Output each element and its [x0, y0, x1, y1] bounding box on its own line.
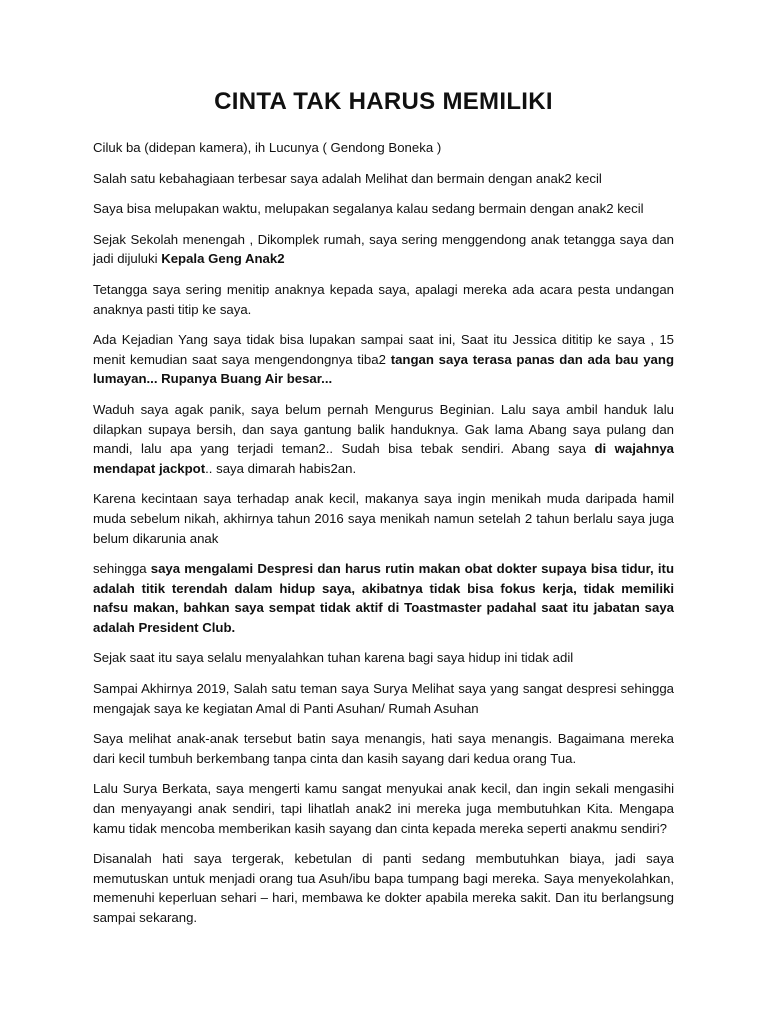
- paragraph-text: Ciluk ba (didepan kamera), ih Lucunya ( Gendong Boneka ): [93, 140, 442, 155]
- paragraph: [93, 169, 674, 189]
- paragraph-text: Ada Kejadian Yang saya tidak bisa lupakan sampai saat ini, Saat itu Jessica dititip ke saya , 15 menit kemudian saat saya mengendongnya tiba2: [93, 332, 674, 367]
- paragraph-text: Saya bisa melupakan waktu, melupakan segalanya kalau sedang bermain dengan anak2 kecil: [93, 201, 644, 217]
- paragraph: [93, 138, 674, 158]
- paragraph: [93, 648, 674, 668]
- paragraph-text: Tetangga saya sering menitip anaknya kepada saya, apalagi mereka ada acara pesta undangan anaknya pasti titip ke saya.: [93, 281, 674, 317]
- paragraph: [93, 729, 674, 768]
- paragraph: [93, 679, 674, 718]
- paragraph: [93, 280, 674, 319]
- bold-text: di wajahnya mendapat jackpot: [93, 441, 674, 476]
- bold-text: Kepala Geng Anak2: [161, 251, 285, 267]
- paragraph-text: sehingga: [93, 561, 151, 577]
- paragraph: [93, 849, 674, 927]
- paragraph-text: Salah satu kebahagiaan terbesar saya adalah Melihat dan bermain dengan anak2 kecil: [93, 170, 602, 186]
- paragraph-text: Waduh saya agak panik, saya belum pernah Mengurus Beginian. Lalu saya ambil handuk lalu dilapkan supaya bersih, dan saya gantung balik handuknya. Gak lama Abang saya pulang dan mandi, lalu apa yang terjadi teman2.. Sudah bisa tebak sendiri. Abang saya: [93, 401, 674, 457]
- document-body: [93, 138, 674, 928]
- paragraph-text: Lalu Surya Berkata, saya mengerti kamu sangat menyukai anak kecil, dan ingin sekali mengasihi dan menyayangi anak sendiri, tapi lihatlah anak2 ini mereka juga membutuhkan Kita. Mengapa kamu tidak mencoba memberikan kasih sayang dan cinta kepada mereka seperti anakmu sendiri?: [93, 781, 674, 836]
- paragraph: [93, 779, 674, 838]
- bold-text: tangan saya terasa panas dan ada bau yang lumayan... Rupanya Buang Air besar...: [93, 351, 674, 387]
- paragraph: [93, 330, 674, 389]
- paragraph-text: Sejak saat itu saya selalu menyalahkan tuhan karena bagi saya hidup ini tidak adil: [93, 650, 574, 666]
- paragraph-text: Disanalah hati saya tergerak, kebetulan di panti sedang membutuhkan biaya, jadi saya memutuskan untuk menjadi orang tua Asuh/ibu bapa tumpang bagi mereka. Saya menyekolahkan, memenuhi keperluan sehari – hari, membawa ke dokter apabila mereka sakit. Dan itu berlangsung sampai sekarang.: [93, 851, 674, 925]
- document-title: CINTA TAK HARUS MEMILIKI: [214, 88, 553, 115]
- paragraph-text: Sampai Akhirnya 2019, Salah satu teman saya Surya Melihat saya yang sangat despresi sehingga mengajak saya ke kegiatan Amal di Panti Asuhan/ Rumah Asuhan: [93, 681, 674, 716]
- paragraph-text: Karena kecintaan saya terhadap anak kecil, makanya saya ingin menikah muda daripada hamil muda sebelum nikah, akhirnya tahun 2016 saya menikah namun setelah 2 tahun berlalu saya juga belum dikarunia anak: [93, 491, 674, 546]
- paragraph: [93, 230, 674, 269]
- paragraph-text: Sejak Sekolah menengah , Dikomplek rumah, saya sering menggendong anak tetangga saya dan jadi dijuluki: [93, 231, 674, 267]
- bold-text: saya mengalami Despresi dan harus rutin makan obat dokter supaya bisa tidur, itu adalah titik terendah dalam hidup saya, akibatnya tidak bisa fokus kerja, tidak memiliki nafsu makan, bahkan saya sempat tidak aktif di Toastmaster padahal saat itu jabatan saya adalah President Club.: [93, 561, 674, 635]
- paragraph: [93, 199, 674, 219]
- document-page: [93, 88, 674, 939]
- paragraph-text: .. saya dimarah habis2an.: [205, 460, 357, 476]
- paragraph: [93, 489, 674, 548]
- paragraph: [93, 559, 674, 637]
- paragraph: [93, 400, 674, 478]
- paragraph-text: Saya melihat anak-anak tersebut batin saya menangis, hati saya menangis. Bagaimana mereka dari kecil tumbuh berkembang tanpa cinta dan kasih sayang dari kedua orang Tua.: [93, 731, 674, 766]
